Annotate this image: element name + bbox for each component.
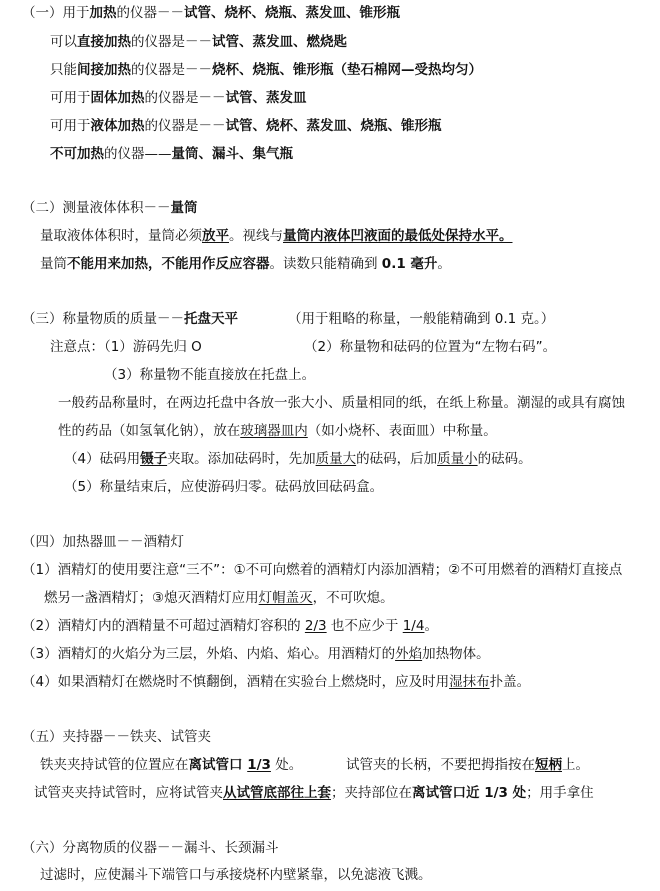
text: 也不应少于 [326,618,403,634]
section-1-line-2 [50,61,482,79]
section-2-line-1 [40,227,513,245]
title-text: （一）用于 [22,5,90,21]
note-1: 注意点：（1）游码先归 O [50,339,202,355]
text: 试管夹夹持试管时，应将试管夹 [34,785,223,801]
underlined-bold: 1/3 [247,757,271,773]
text: 量取液体体积时，量筒必须 [40,228,202,244]
section-6-title: （六）分离物质的仪器－－漏斗、长颈漏斗 [22,840,279,856]
title-bold: 试管、烧杯、烧瓶、蒸发皿、锥形瓶 [184,5,400,21]
text: 的仪器—— [104,146,172,162]
section-5-line-2 [34,784,594,802]
text: 的仪器是－－ [131,62,212,78]
section-1-line-5 [50,145,293,163]
text: 的砝码，后加 [356,451,438,467]
paragraph-line-2 [58,422,497,440]
text: 。 [437,256,451,272]
section-3-title-note: （用于粗略的称量，一般能精确到 0.1 克。） [288,311,555,327]
title-bold: 加热 [89,5,117,21]
bold-text: 烧杯、烧瓶、锥形瓶（垫石棉网—受热均匀） [212,62,482,78]
bold-text: 0.1 毫升 [381,256,438,272]
note-5: （5）称量结束后，应使游码归零。砝码放回砝码盒。 [64,479,384,495]
text: 的仪器是－－ [131,34,212,50]
bold-text: 试管、蒸发皿 [225,90,307,106]
title-text: （二）测量液体体积－－ [22,200,171,216]
text: 只能 [50,62,77,78]
section-1-line-4 [50,117,442,135]
text: 加热物体。 [422,646,490,662]
bold-text: 离试管口 [188,757,248,773]
item-3 [22,645,490,663]
note-2: （2）称量物和砝码的位置为“左物右码”。 [304,339,557,355]
text: 性的药品（如氢氧化钠），放在 [58,423,241,439]
text: 。视线与 [229,228,283,244]
bold-text: 试管、烧杯、蒸发皿、烧瓶、锥形瓶 [225,118,442,134]
text: 扑盖。 [489,674,531,690]
section-1-line-1 [50,33,347,51]
title-text: （三）称量物质的质量－－ [22,311,184,327]
text: 处。 [270,757,303,773]
underlined-text: 质量小 [437,451,478,467]
text: （2）酒精灯内的酒精量不可超过酒精灯容积的 [22,618,305,634]
bold-text: 离试管口近 1/3 处 [412,785,527,801]
bold-text: 不可加热 [50,146,104,162]
note-3: （3）称量物不能直接放在托盘上。 [104,367,316,383]
section-5-line-1b [346,756,589,774]
paragraph-line-1: 一般药品称量时，在两边托盘中各放一张大小、质量相同的纸，在纸上称量。潮湿的或具有腐蚀 [58,395,625,411]
bold-text: 试管、蒸发皿、燃烧匙 [212,34,347,50]
text: 量筒 [40,256,67,272]
underlined-bold: 放平 [202,228,229,244]
text: 。 [424,618,438,634]
text: 可以 [50,34,77,50]
bold-text: 不能用来加热，不能用作反应容器 [67,256,270,272]
underlined-text: 1/4 [402,618,425,634]
underlined-bold: 量筒内液体凹液面的最低处保持水平。 [283,228,513,244]
text: 的仪器是－－ [144,118,226,134]
underlined-text: 玻璃器皿内 [240,423,308,439]
text: 的仪器是－－ [144,90,226,106]
text: （4）砝码用 [64,451,141,467]
underlined-bold: 从试管底部往上套 [223,785,331,801]
text: 。读数只能精确到 [269,256,382,272]
text: 上。 [562,757,589,773]
text: 可用于 [50,90,91,106]
title-text: 的仪器－－ [116,5,184,21]
section-2-title [22,199,198,217]
note-4 [64,450,532,468]
text: 燃另一盏酒精灯；③熄灭酒精灯应用 [44,590,259,606]
title-bold: 托盘天平 [184,311,238,327]
underlined-bold: 短柄 [535,757,562,773]
text: ；用手拿住 [526,785,594,801]
text: （3）酒精灯的火焰分为三层，外焰、内焰、焰心。用酒精灯的 [22,646,396,662]
title-bold: 量筒 [170,200,198,216]
text: 铁夹夹持试管的位置应在 [40,757,189,773]
underlined-text: 湿抹布 [449,674,490,690]
bold-text: 直接加热 [77,34,131,50]
text: ；夹持部位在 [331,785,412,801]
section-5-title: （五）夹持器－－铁夹、试管夹 [22,729,211,745]
item-1-line-1: （1）酒精灯的使用要注意“三不”：①不可向燃着的酒精灯内添加酒精；②不可用燃着的酒精灯直接点 [22,562,623,578]
text: 试管夹的长柄，不要把拇指按在 [346,757,535,773]
bold-text: 间接加热 [77,62,131,78]
section-1-title [22,4,400,22]
section-5-line-1a [40,756,302,774]
bold-text: 固体加热 [90,90,145,106]
item-2 [22,617,438,635]
section-4-title: （四）加热器皿－－酒精灯 [22,534,184,550]
bold-text: 量筒、漏斗、集气瓶 [171,146,293,162]
text: （4）如果酒精灯在燃烧时不慎翻倒，酒精在实验台上燃烧时，应及时用 [22,674,450,690]
underlined-text: 质量大 [315,451,357,467]
text: 夹取。添加砝码时，先加 [167,451,316,467]
text: ，不可吹熄。 [312,590,394,606]
section-6-line-1: 过滤时，应使漏斗下端管口与承接烧杯内壁紧靠，以免滤液飞溅。 [40,867,432,883]
underlined-bold: 镊子 [140,451,168,467]
section-1-line-3 [50,89,307,107]
underlined-text: 外焰 [395,646,423,662]
item-4 [22,673,530,691]
text: 可用于 [50,118,91,134]
bold-text: 液体加热 [90,118,145,134]
item-1-line-2 [44,589,394,607]
section-3-title [22,310,238,328]
text: 的砝码。 [477,451,532,467]
underlined-text: 灯帽盖灭 [258,590,313,606]
underlined-text: 2/3 [304,618,327,634]
text: （如小烧杯、表面皿）中称量。 [307,423,497,439]
section-2-line-2 [40,255,451,273]
